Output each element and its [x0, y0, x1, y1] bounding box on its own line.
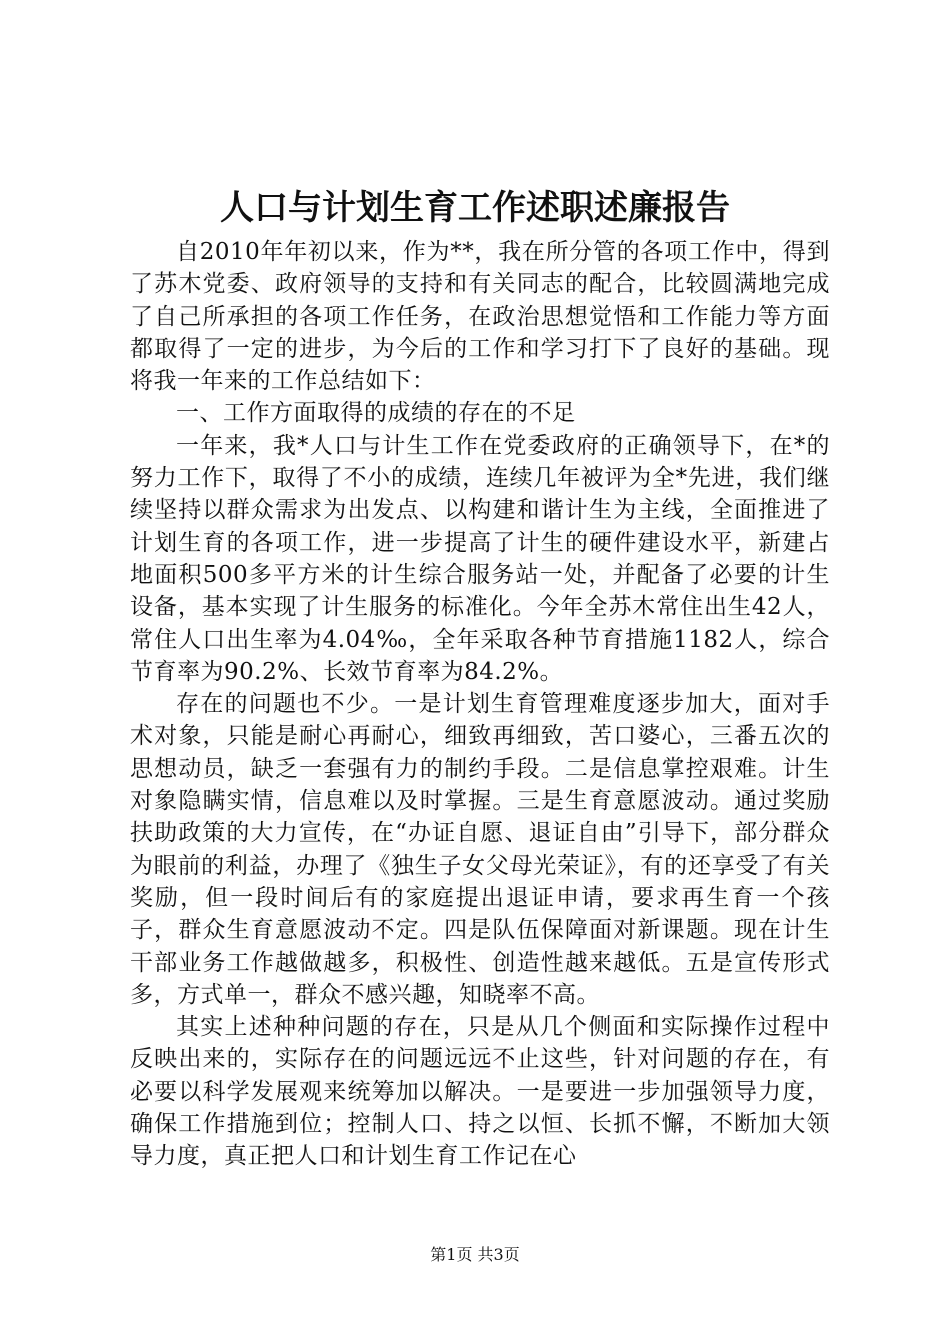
- paragraph-intro: 自2010年年初以来，作为**，我在所分管的各项工作中，得到了苏木党委、政府领导的支持和有关同志的配合，比较圆满地完成了自己所承担的各项工作任务，在政治思想觉悟和工作能力等方面都取得了一定的进步，为今后的工作和学习打下了良好的基础。现将我一年来的工作总结如下：: [130, 239, 830, 395]
- page-footer: 第1页 共3页: [430, 1245, 520, 1264]
- section-heading: 一、工作方面取得的成绩的存在的不足: [176, 400, 576, 427]
- paragraph-achievements: 一年来，我*人口与计生工作在党委政府的正确领导下，在*的努力工作下，取得了不小的成绩，连续几年被评为全*先进，我们继续坚持以群众需求为出发点、以构建和谐计生为主线，全面推进了计划生育的各项工作，进一步提高了计生的硬件建设水平，新建占地面积500多平方米的计生综合服务站一处，并配备了必要的计生设备，基本实现了计生服务的标准化。今年全苏木常住出生42人，常住人口出生率为4.04‰，全年采取各种节育措施1182人，综合节育率为90.2%、长效节育率为84.2%。: [130, 432, 830, 685]
- paragraph-solutions: 其实上述种种问题的存在，只是从几个侧面和实际操作过程中反映出来的，实际存在的问题远远不止这些，针对问题的存在，有必要以科学发展观来统筹加以解决。一是要进一步加强领导力度，确保工作措施到位；控制人口、持之以恒、长抓不懈，不断加大领导力度，真正把人口和计划生育工作记在心: [130, 1014, 830, 1170]
- document-body: [130, 236, 830, 1173]
- paragraph-problems: 存在的问题也不少。一是计划生育管理难度逐步加大，面对手术对象，只能是耐心再耐心，细致再细致，苦口婆心，三番五次的思想动员，缺乏一套强有力的制约手段。二是信息掌控艰难。计生对象隐瞒实情，信息难以及时掌握。三是生育意愿波动。通过奖励扶助政策的大力宣传，在“办证自愿、退证自由”引导下，部分群众为眼前的利益，办理了《独生子女父母光荣证》，有的还享受了有关奖励，但一段时间后有的家庭提出退证申请，要求再生育一个孩子，群众生育意愿波动不定。四是队伍保障面对新课题。现在计生干部业务工作越做越多，积极性、创造性越来越低。五是宣传形式多，方式单一，群众不感兴趣，知晓率不高。: [130, 691, 830, 1008]
- document-title: 人口与计划生育工作述职述廉报告: [220, 188, 730, 228]
